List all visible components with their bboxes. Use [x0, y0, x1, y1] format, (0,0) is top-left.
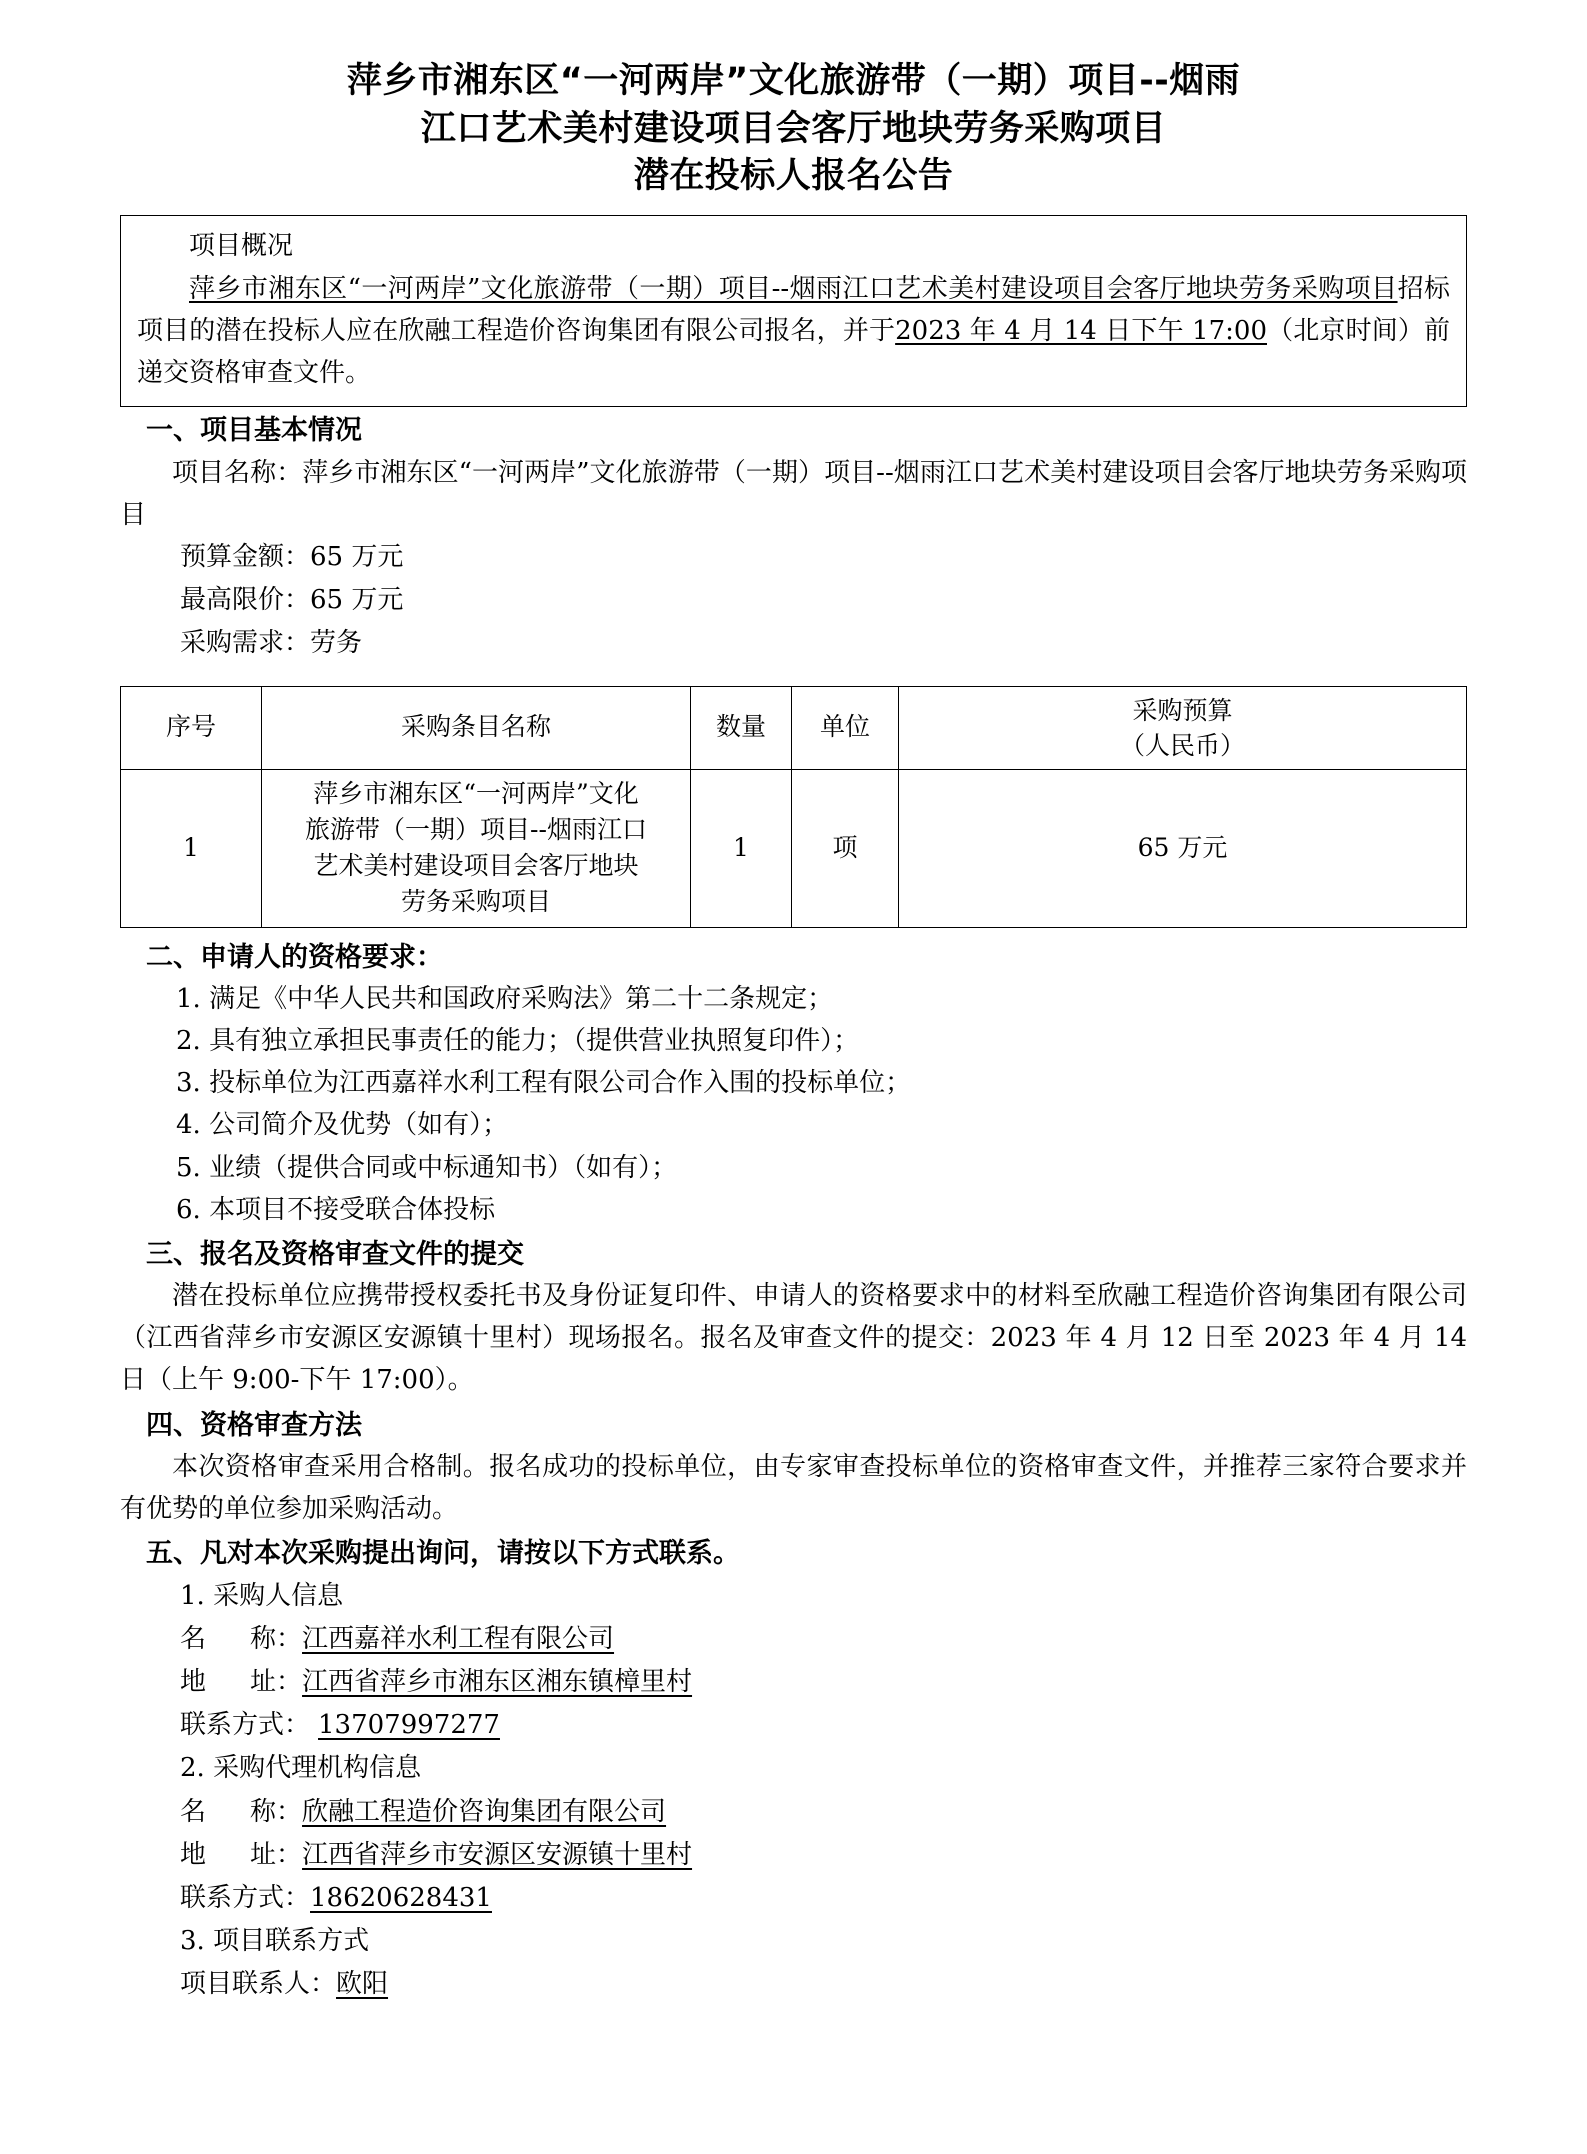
- buyer-phone-label: 联系方式：: [180, 1710, 311, 1741]
- section-3-heading: 三、报名及资格审查文件的提交: [146, 1238, 524, 1270]
- agent-phone-label: 联系方式：: [180, 1882, 311, 1913]
- cell-no: 1: [121, 769, 262, 927]
- ceiling-line: [180, 579, 1467, 622]
- cell-qty: 1: [691, 769, 792, 927]
- buyer-name-label-2: 称：: [250, 1623, 303, 1654]
- agent-address-row: [180, 1834, 1467, 1877]
- agent-address-value: 江西省萍乡市安源区安源镇十里村: [302, 1839, 693, 1870]
- contact-block: [120, 1575, 1467, 2007]
- project-contact-person-value: 欧阳: [336, 1969, 389, 2000]
- section-4-heading: 四、资格审查方法: [146, 1409, 362, 1441]
- title-line-3: 潜在投标人报名公告: [633, 156, 954, 197]
- demand-value: 劳务: [310, 628, 363, 659]
- agent-address-label: 地: [180, 1839, 251, 1870]
- agent-address-label-2: 址：: [250, 1839, 303, 1870]
- buyer-phone-value: 13707997277: [318, 1710, 500, 1741]
- overview-after-project: 招标项目的潜在投标人应在欣融工程造价咨询集团有限公司报名，: [137, 274, 1450, 347]
- list-item: 5. 业绩（提供合同或中标通知书）（如有）；: [176, 1152, 678, 1183]
- buyer-address-row: [180, 1661, 1467, 1704]
- section-1-heading: 一、项目基本情况: [146, 415, 362, 447]
- overview-heading: 项目概况: [189, 230, 294, 261]
- project-contact-person-label: 项目联系人：: [180, 1969, 337, 2000]
- table-header-row: [121, 686, 1467, 769]
- agent-phone-row: [180, 1877, 1467, 1920]
- demand-label: 采购需求：: [180, 628, 311, 659]
- title-line-1: 萍乡市湘东区“一河两岸”文化旅游带（一期）项目--烟雨: [346, 61, 1241, 101]
- list-item: 2. 具有独立承担民事责任的能力；（提供营业执照复印件）；: [176, 1026, 860, 1057]
- header-unit: 单位: [792, 686, 899, 769]
- project-overview-box: [120, 215, 1467, 408]
- demand-line: [180, 622, 1467, 665]
- budget-value: 65 万元: [310, 542, 404, 573]
- overview-project-name: 萍乡市湘东区“一河两岸”文化旅游带（一期）项目--烟雨江口艺术美村建设项目会客厅地块劳务采购项目: [189, 274, 1398, 305]
- agent-phone-value: 18620628431: [310, 1882, 492, 1913]
- header-budget: [899, 686, 1467, 769]
- ceiling-value: 65 万元: [310, 585, 404, 616]
- header-budget-line1: 采购预算: [1132, 695, 1233, 725]
- list-item: 3. 投标单位为江西嘉祥水利工程有限公司合作入围的投标单位；: [176, 1068, 912, 1099]
- item-line-4: 劳务采购项目: [400, 887, 551, 917]
- agent-name-value: 欣融工程造价咨询集团有限公司: [302, 1796, 667, 1827]
- header-budget-line2: （人民币）: [1119, 730, 1245, 760]
- section-2-list: [120, 978, 1467, 1231]
- section-1-figures: [120, 536, 1467, 665]
- overview-paragraph: [137, 268, 1450, 394]
- header-qty: 数量: [691, 686, 792, 769]
- budget-label: 预算金额：: [180, 542, 311, 573]
- section-4-paragraph: 本次资格审查采用合格制。报名成功的投标单位，由专家审查投标单位的资格审查文件，并推荐三家符合要求并有优势的单位参加采购活动。: [120, 1452, 1467, 1525]
- buyer-phone-row: [180, 1704, 1467, 1747]
- header-no: 序号: [121, 686, 262, 769]
- list-item: 6. 本项目不接受联合体投标: [176, 1194, 496, 1225]
- title-line-2: 江口艺术美村建设项目会客厅地块劳务采购项目: [420, 108, 1167, 149]
- cell-budget: 65 万元: [899, 769, 1467, 927]
- overview-and-before: 并于: [842, 316, 896, 347]
- item-line-2: 旅游带（一期）项目--烟雨江口: [305, 814, 647, 844]
- list-item: 1. 满足《中华人民共和国政府采购法》第二十二条规定；: [176, 984, 834, 1015]
- agent-name-row: [180, 1791, 1467, 1834]
- ceiling-label: 最高限价：: [180, 585, 311, 616]
- cell-unit: 项: [792, 769, 899, 927]
- project-contact-subheading: 3. 项目联系方式: [180, 1926, 370, 1957]
- procurement-table: [120, 686, 1467, 928]
- header-item: 采购条目名称: [262, 686, 691, 769]
- buyer-name-value: 江西嘉祥水利工程有限公司: [302, 1623, 615, 1654]
- project-contact-person-row: [180, 1963, 1467, 2006]
- overview-deadline: 2023 年 4 月 14 日下午 17:00: [895, 316, 1267, 347]
- item-line-3: 艺术美村建设项目会客厅地块: [313, 851, 639, 881]
- project-name-label: 项目名称：: [172, 457, 303, 488]
- section-1-project-name-line: [120, 452, 1467, 536]
- table-row: [121, 769, 1467, 927]
- buyer-name-row: [180, 1618, 1467, 1661]
- buyer-address-label: 地: [180, 1667, 251, 1698]
- agent-name-label-2: 称：: [250, 1796, 303, 1827]
- section-2-heading: 二、申请人的资格要求：: [146, 941, 443, 973]
- buyer-name-label: 名: [180, 1623, 251, 1654]
- page-title: [120, 58, 1467, 201]
- cell-item: [262, 769, 691, 927]
- overview-after-deadline: （北京时间）前递交资格审查文件。: [137, 316, 1450, 389]
- item-line-1: 萍乡市湘东区“一河两岸”文化: [313, 778, 639, 808]
- section-3-paragraph: 潜在投标单位应携带授权委托书及身份证复印件、申请人的资格要求中的材料至欣融工程造价咨询集团有限公司（江西省萍乡市安源区安源镇十里村）现场报名。报名及审查文件的提交：2023 年 4 月 12 日至 2023 年 4 月 14 日（上午 9:00-下午 17:00）。: [120, 1281, 1467, 1396]
- buyer-address-label-2: 址：: [250, 1667, 303, 1698]
- buyer-subheading: 1. 采购人信息: [180, 1580, 344, 1611]
- list-item: 4. 公司简介及优势（如有）；: [176, 1110, 509, 1141]
- budget-line: [180, 536, 1467, 579]
- project-name-value: 萍乡市湘东区“一河两岸”文化旅游带（一期）项目--烟雨江口艺术美村建设项目会客厅地块劳务采购项目: [120, 457, 1467, 531]
- section-5-heading: 五、凡对本次采购提出询问，请按以下方式联系。: [146, 1538, 740, 1570]
- buyer-address-value: 江西省萍乡市湘东区湘东镇樟里村: [302, 1667, 693, 1698]
- agent-name-label: 名: [180, 1796, 251, 1827]
- agent-subheading: 2. 采购代理机构信息: [180, 1753, 422, 1784]
